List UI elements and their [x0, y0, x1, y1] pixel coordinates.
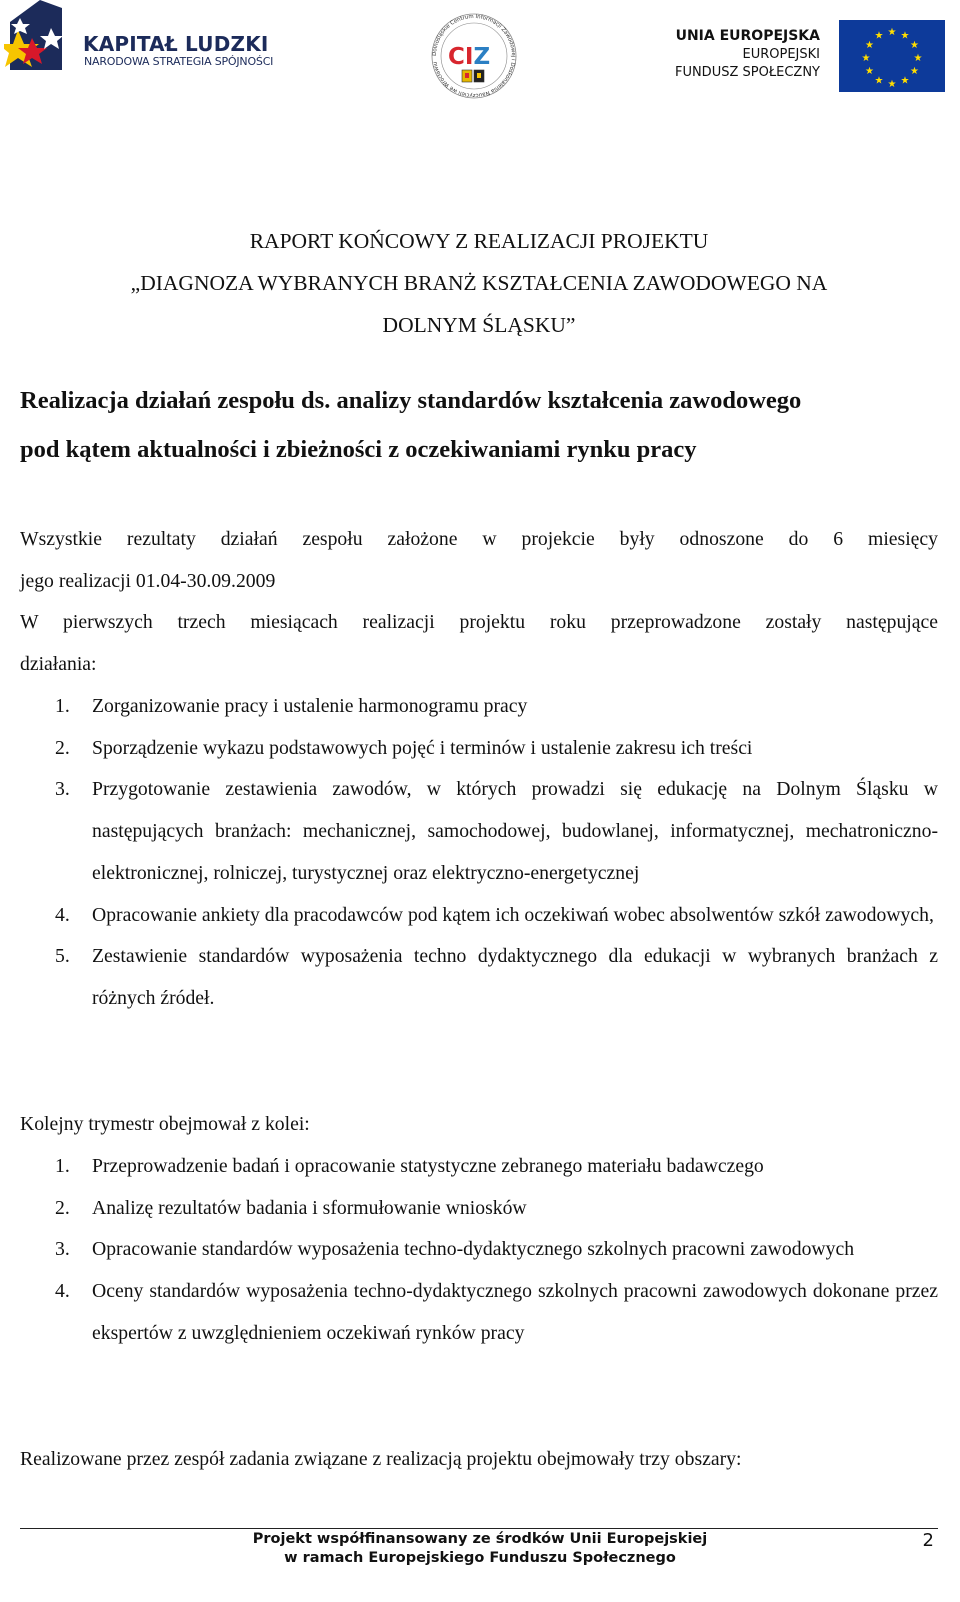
list-item [20, 1229, 938, 1271]
footer-line1: Projekt współfinansowany ze środków Unii Europejskiej [252, 1531, 708, 1547]
kapital-ludzki-logo [4, 0, 294, 92]
list-item-number: 3. [55, 1238, 70, 1261]
eu-logo [676, 18, 952, 96]
closing-paragraph: Realizowane przez zespół zadania związane z realizacją projektu obejmowały trzy obszary: [20, 1448, 742, 1470]
section-heading [20, 376, 938, 474]
svg-text:★: ★ [865, 40, 874, 51]
kapital-ludzki-star-icon [4, 0, 84, 92]
intro-line4: działania: [20, 653, 97, 676]
svg-text:★: ★ [865, 66, 874, 77]
list-item [20, 769, 938, 894]
svg-text:★: ★ [900, 30, 910, 42]
kapital-ludzki-subtitle: NARODOWA STRATEGIA SPÓJNOŚCI [84, 55, 274, 68]
svg-text:★: ★ [887, 79, 897, 90]
footer-line2: w ramach Europejskiego Funduszu Społecznego [284, 1550, 676, 1566]
intro-line2: jego realizacji 01.04-30.09.2009 [20, 569, 276, 592]
list-item-text: Analizę rezultatów badania i sformułowanie wniosków [92, 1196, 527, 1219]
ciz-ring-text: Dolnośląskie Centrum Informacji Zawodowej i Doskonalenia Nauczycieli we Wrocławiu [431, 13, 517, 99]
page-number: 2 [922, 1530, 934, 1551]
section-heading-line1: Realizacja działań zespołu ds. analizy standardów kształcenia zawodowego [20, 387, 802, 414]
svg-text:★: ★ [874, 75, 884, 87]
coat-of-arms-icon [462, 70, 484, 82]
list-item-text: Opracowanie standardów wyposażenia techno-dydaktycznego szkolnych pracowni zawodowych [92, 1238, 855, 1261]
list-item-text: Przygotowanie zestawienia zawodów, w których prowadzi się edukację na Dolnym Śląsku w następujących branżach: mechanicznej, samochodowej, budowlanej, informatycznej, mechatroniczno-elektronicznej, rolniczej, turystycznej oraz elektryczno-energetycznej [92, 778, 938, 884]
list-item-number: 2. [55, 1196, 70, 1219]
intro-paragraph [20, 519, 938, 686]
list-item [20, 895, 938, 937]
list-item [20, 936, 938, 1019]
list-item-number: 3. [55, 778, 70, 801]
list-item-number: 4. [55, 903, 70, 926]
svg-text:★: ★ [913, 53, 923, 64]
svg-text:★: ★ [861, 53, 871, 64]
first-trimester-list [20, 686, 938, 1020]
ciz-letters: CIZ [448, 44, 491, 70]
kapital-ludzki-title: KAPITAŁ LUDZKI [83, 32, 269, 56]
next-trimester-intro: Kolejny trymestr obejmował z kolei: [20, 1113, 310, 1135]
report-title-line1: RAPORT KOŃCOWY Z REALIZACJI PROJEKTU [249, 229, 709, 253]
report-title-line2: „DIAGNOZA WYBRANYCH BRANŻ KSZTAŁCENIA ZAWODOWEGO NA [130, 271, 828, 295]
list-item [20, 686, 938, 728]
svg-text:★: ★ [910, 66, 919, 77]
second-trimester-list [20, 1146, 938, 1355]
list-item-number: 2. [55, 736, 70, 759]
list-item-number: 4. [55, 1280, 70, 1303]
list-item [20, 1188, 938, 1230]
list-item-text: Oceny standardów wyposażenia techno-dydaktycznego szkolnych pracowni zawodowych dokonane przez ekspertów z uwzględnieniem oczekiwań rynków pracy [92, 1280, 938, 1344]
list-item-number: 5. [55, 945, 70, 968]
list-item-text: Opracowanie ankiety dla pracodawców pod kątem ich oczekiwań wobec absolwentów szkół zawodowych, [92, 903, 934, 926]
eu-fund-line2: FUNDUSZ SPOŁECZNY [674, 65, 820, 80]
list-item [20, 728, 938, 770]
list-item [20, 1271, 938, 1354]
footer-divider [20, 1528, 938, 1529]
list-item-text: Zorganizowanie pracy i ustalenie harmonogramu pracy [92, 695, 528, 717]
ciz-logo [430, 12, 518, 100]
report-title [20, 220, 938, 346]
eu-title: UNIA EUROPEJSKA [675, 28, 820, 44]
footer-note [170, 1530, 790, 1568]
intro-line1: Wszystkie rezultaty działań zespołu założone w projekcie były odnoszone do 6 miesięcy [20, 528, 938, 550]
svg-text:★: ★ [874, 30, 884, 42]
intro-line3: W pierwszych trzech miesiącach realizacji projektu roku przeprowadzone zostały następujące [20, 611, 938, 634]
list-item-text: Przeprowadzenie badań i opracowanie statystyczne zebranego materiału badawczego [92, 1155, 764, 1177]
list-item-text: Zestawienie standardów wyposażenia techno dydaktycznego dla edukacji w wybranych branżach z różnych źródeł. [92, 945, 938, 1009]
svg-text:★: ★ [900, 75, 910, 87]
list-item-text: Sporządzenie wykazu podstawowych pojęć i terminów i ustalenie zakresu ich treści [92, 736, 753, 759]
svg-text:★: ★ [887, 27, 897, 38]
section-heading-line2: pod kątem aktualności i zbieżności z oczekiwaniami rynku pracy [20, 436, 697, 463]
eu-fund-line1: EUROPEJSKI [742, 47, 820, 62]
report-title-line3: DOLNYM ŚLĄSKU” [382, 313, 576, 337]
list-item [20, 1146, 938, 1188]
list-item-number: 1. [55, 1155, 70, 1177]
eu-flag-icon [839, 20, 945, 92]
svg-text:★: ★ [910, 40, 919, 51]
list-item-number: 1. [55, 695, 70, 717]
